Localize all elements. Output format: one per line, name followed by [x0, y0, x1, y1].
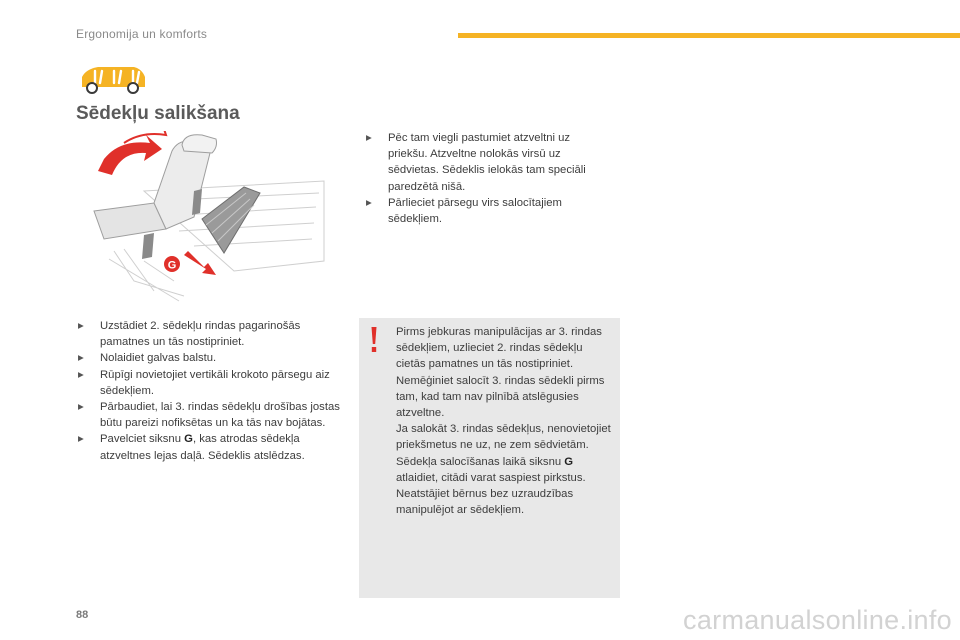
step-text: Uzstādiet 2. sēdekļu rindas pagarinošās pamatnes un tās nostipriniet. [100, 320, 301, 349]
list-item [366, 130, 611, 195]
watermark: carmanualsonline.info [683, 605, 952, 635]
warning-text-after: atlaidiet, citādi varat saspiest pirkstus. [396, 471, 586, 484]
bullet-arrow-icon: ▸ [366, 196, 372, 209]
steps-list-right [366, 130, 611, 227]
step-text: Pārlieciet pārsegu virs salocītajiem sēdekļiem. [388, 196, 562, 226]
bullet-arrow-icon: ▸ [78, 352, 84, 365]
steps-list-left [78, 318, 343, 464]
list-item [78, 318, 343, 350]
step-text: Pārbaudiet, lai 3. rindas sēdekļu drošības jostas būtu pareizi nofiksētas un ka tās nav bojātas. [100, 401, 340, 430]
warning-paragraph: Neatstājiet bērnus bez uzraudzības manipulējot ar sēdekļiem. [396, 488, 574, 517]
strap-g-label: G [564, 455, 574, 468]
page-title: Sēdekļu salikšana [76, 103, 240, 124]
step-text-after: , kas atrodas sēdekļa atzveltnes lejas daļā. Sēdeklis atslēdzas. [100, 433, 305, 462]
list-item [78, 399, 343, 431]
step-text: Rūpīgi novietojiet vertikāli krokoto pārsegu aiz sēdekļiem. [100, 368, 330, 397]
list-item [78, 431, 343, 463]
warning-paragraph: Ja salokāt 3. rindas sēdekļus, nenovietojiet priekšmetus ne uz, ne zem sēdvietām. [396, 423, 611, 452]
warning-paragraph [396, 454, 611, 486]
bullet-arrow-icon: ▸ [366, 132, 372, 144]
warning-box [359, 318, 620, 598]
page-number: 88 [76, 609, 89, 621]
list-item [78, 367, 343, 399]
bullet-arrow-icon: ▸ [78, 401, 84, 414]
list-item [366, 195, 611, 227]
list-item [78, 350, 343, 366]
header-accent-bar [458, 33, 960, 38]
warning-paragraph: Nemēģiniet salocīt 3. rindas sēdekli pirms tam, kad tam nav pilnībā atslēgusies atzveltne. [396, 374, 605, 420]
warning-text-before: Sēdekļa salocīšanas laikā siksnu [396, 455, 565, 468]
bullet-arrow-icon: ▸ [78, 320, 84, 332]
section-header: Ergonomija un komforts [76, 27, 208, 41]
seat-folding-illustration [84, 131, 332, 303]
step-text-before: Pavelciet siksnu [100, 433, 185, 446]
step-text: Pēc tam viegli pastumiet atzveltni uz priekšu. Atzveltne nolokās virsū uz sēdvietas. Sēdeklis ielokās tam speciāli paredzētā nišā. [388, 132, 586, 193]
bullet-arrow-icon: ▸ [78, 433, 84, 446]
strap-g-label: G [184, 433, 193, 446]
car-seats-icon [78, 63, 148, 97]
bullet-arrow-icon: ▸ [78, 368, 84, 381]
warning-text [396, 324, 611, 518]
step-text: Nolaidiet galvas balstu. [100, 352, 217, 365]
g-callout-label: G [167, 259, 177, 272]
warning-exclamation-icon [370, 327, 378, 353]
warning-paragraph: Pirms jebkuras manipulācijas ar 3. rindas sēdekļiem, uzlieciet 2. rindas sēdekļu cietās pamatnes un tās nostipriniet. [396, 326, 602, 371]
